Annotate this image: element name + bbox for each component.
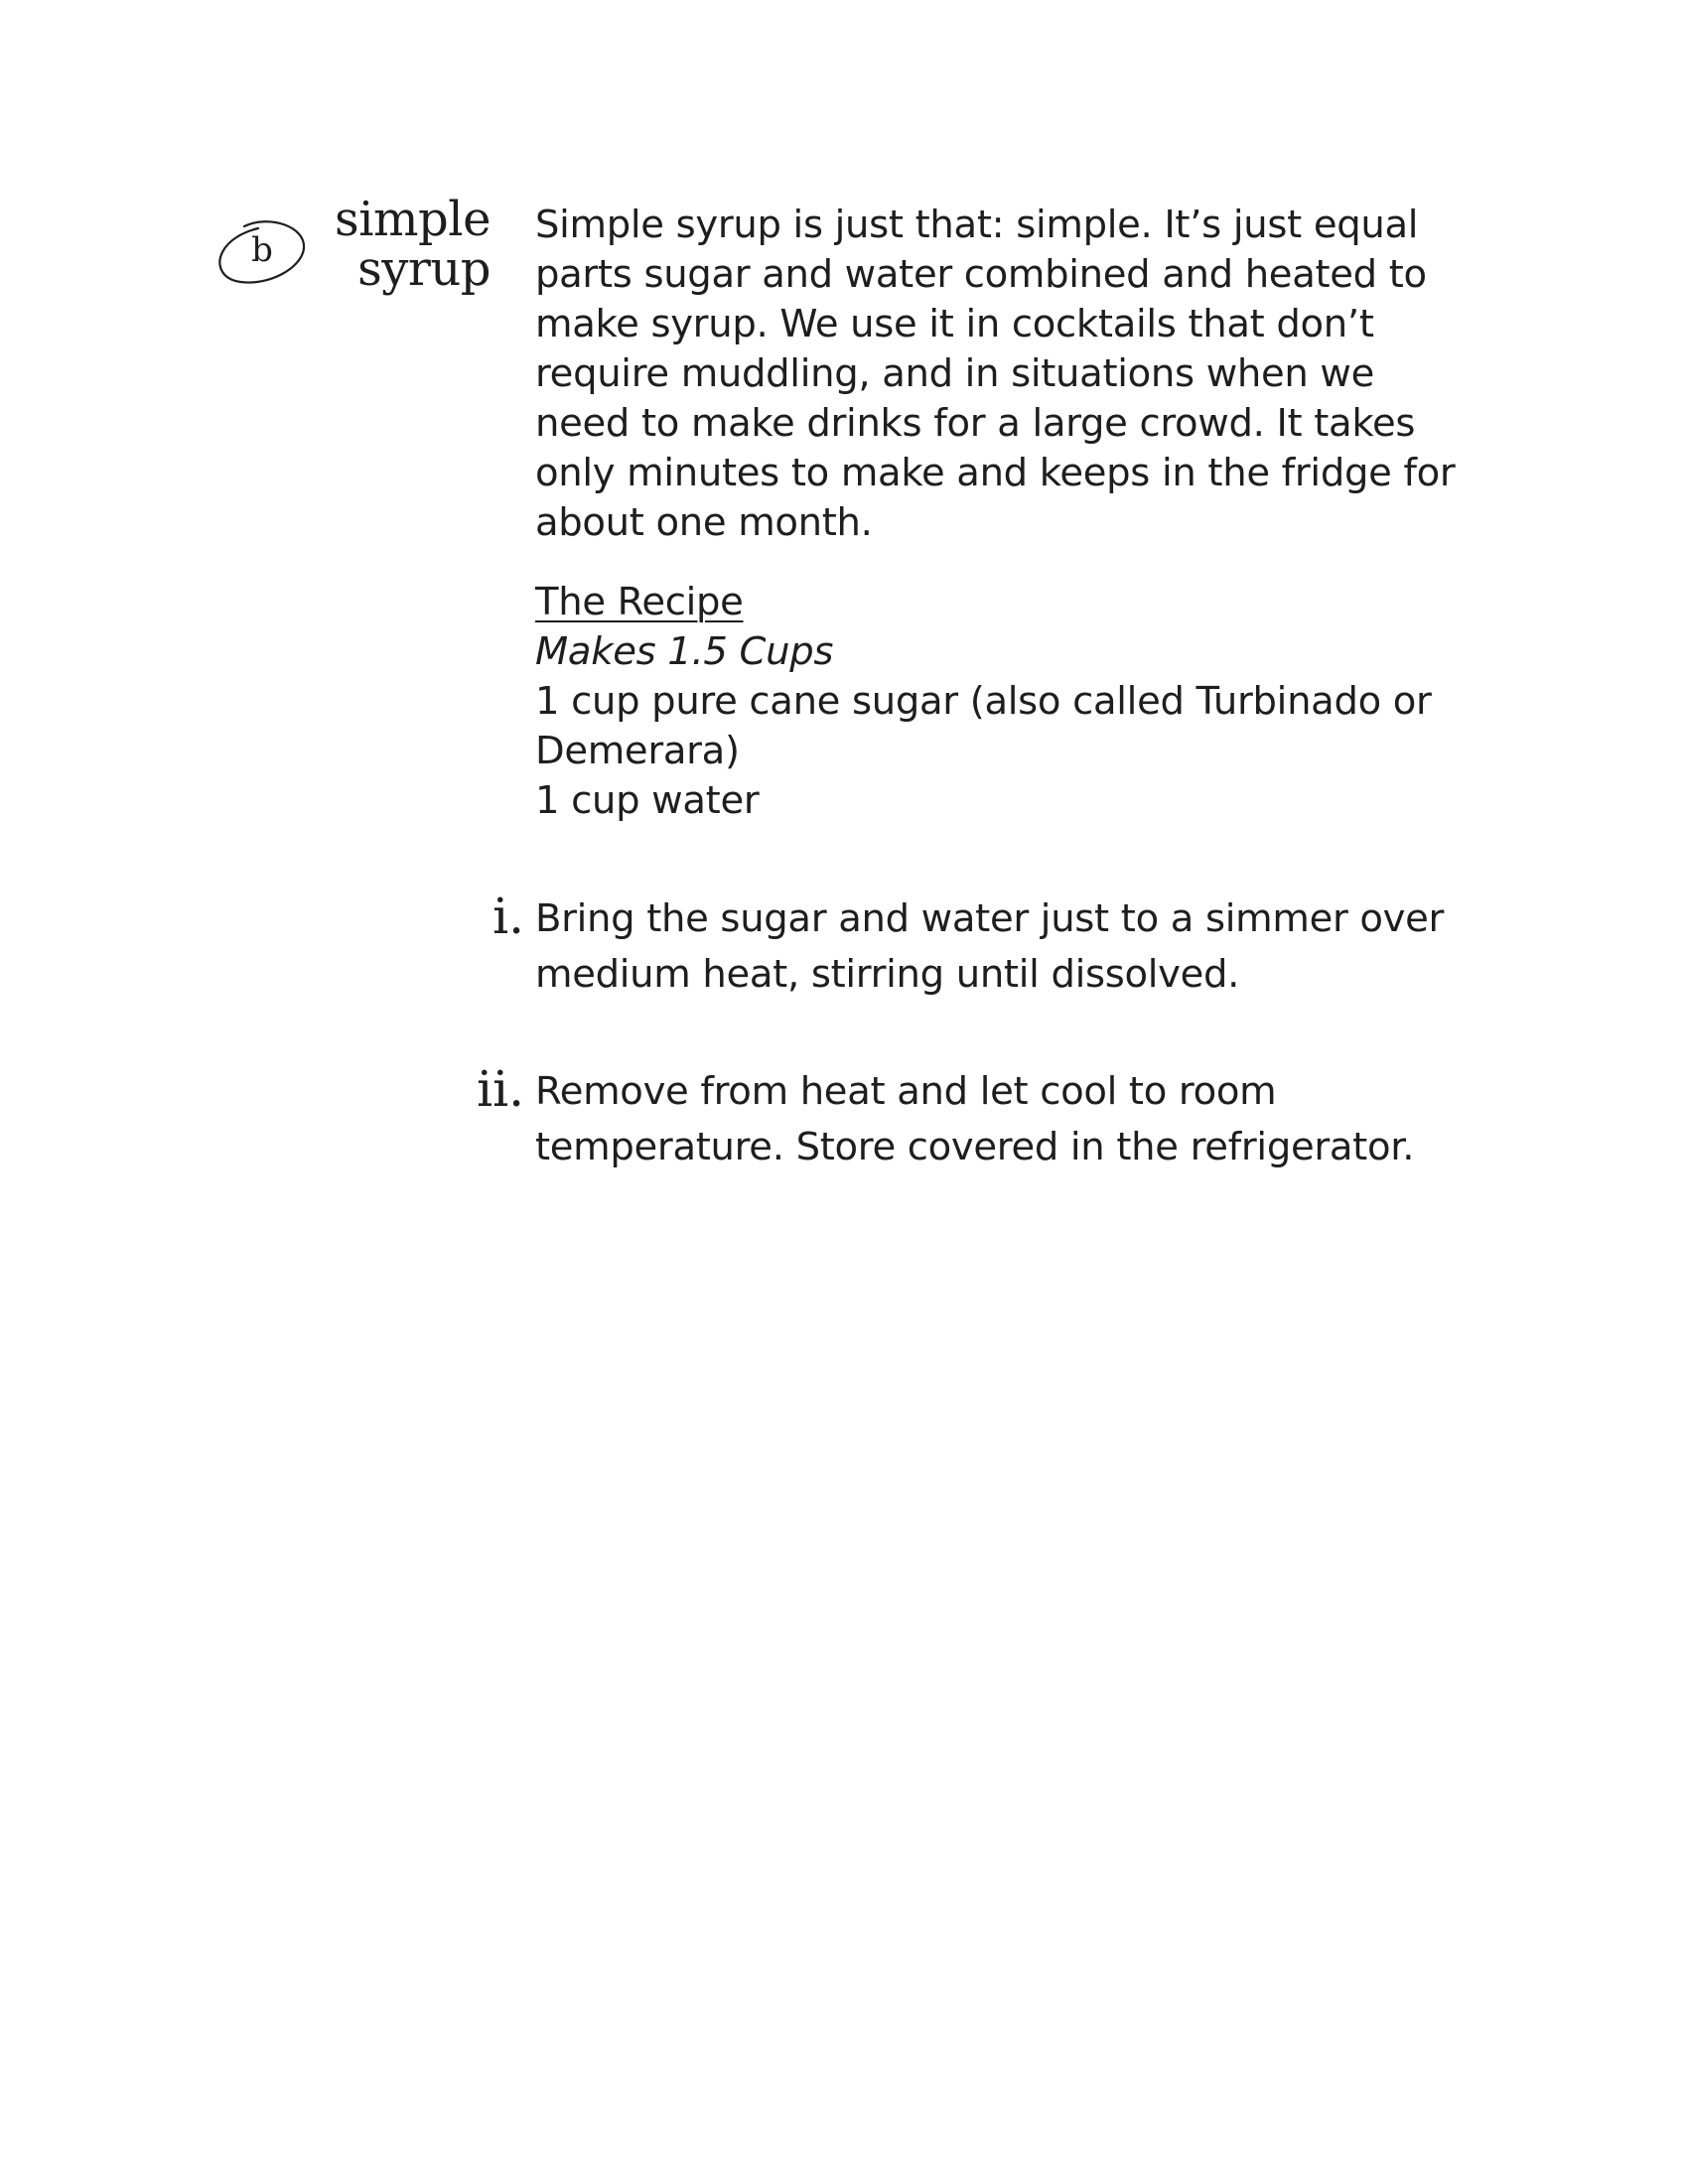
section-title-line-2: syrup xyxy=(357,241,491,297)
section-title xyxy=(298,192,491,297)
step-text: Bring the sugar and water just to a simmer over medium heat, stirring until dissolved. xyxy=(535,896,1445,997)
step-numeral: ii. xyxy=(477,1060,524,1118)
step-text: Remove from heat and let cool to room temperature. Store covered in the refrigerator. xyxy=(535,1069,1415,1169)
recipe-block xyxy=(535,578,1459,826)
recipe-body xyxy=(535,201,1459,826)
ingredient-item: 1 cup water xyxy=(535,778,760,823)
section-marker xyxy=(214,212,310,292)
section-marker-letter: b xyxy=(251,230,273,270)
section-title-line-1: simple xyxy=(335,192,491,247)
recipe-yield: Makes 1.5 Cups xyxy=(535,629,834,674)
intro-paragraph: Simple syrup is just that: simple. It’s just equal parts sugar and water combined and heated to make syrup. We use it in cocktails that don’t require muddling, and in situations when we need to make drinks for a large crowd. It takes only minutes to make and keeps in the fridge for about one month. xyxy=(535,203,1456,545)
step-numeral: i. xyxy=(492,887,524,945)
ingredient-item: 1 cup pure cane sugar (also called Turbinado or Demerara) xyxy=(535,679,1432,773)
recipe-heading: The Recipe xyxy=(535,580,744,624)
